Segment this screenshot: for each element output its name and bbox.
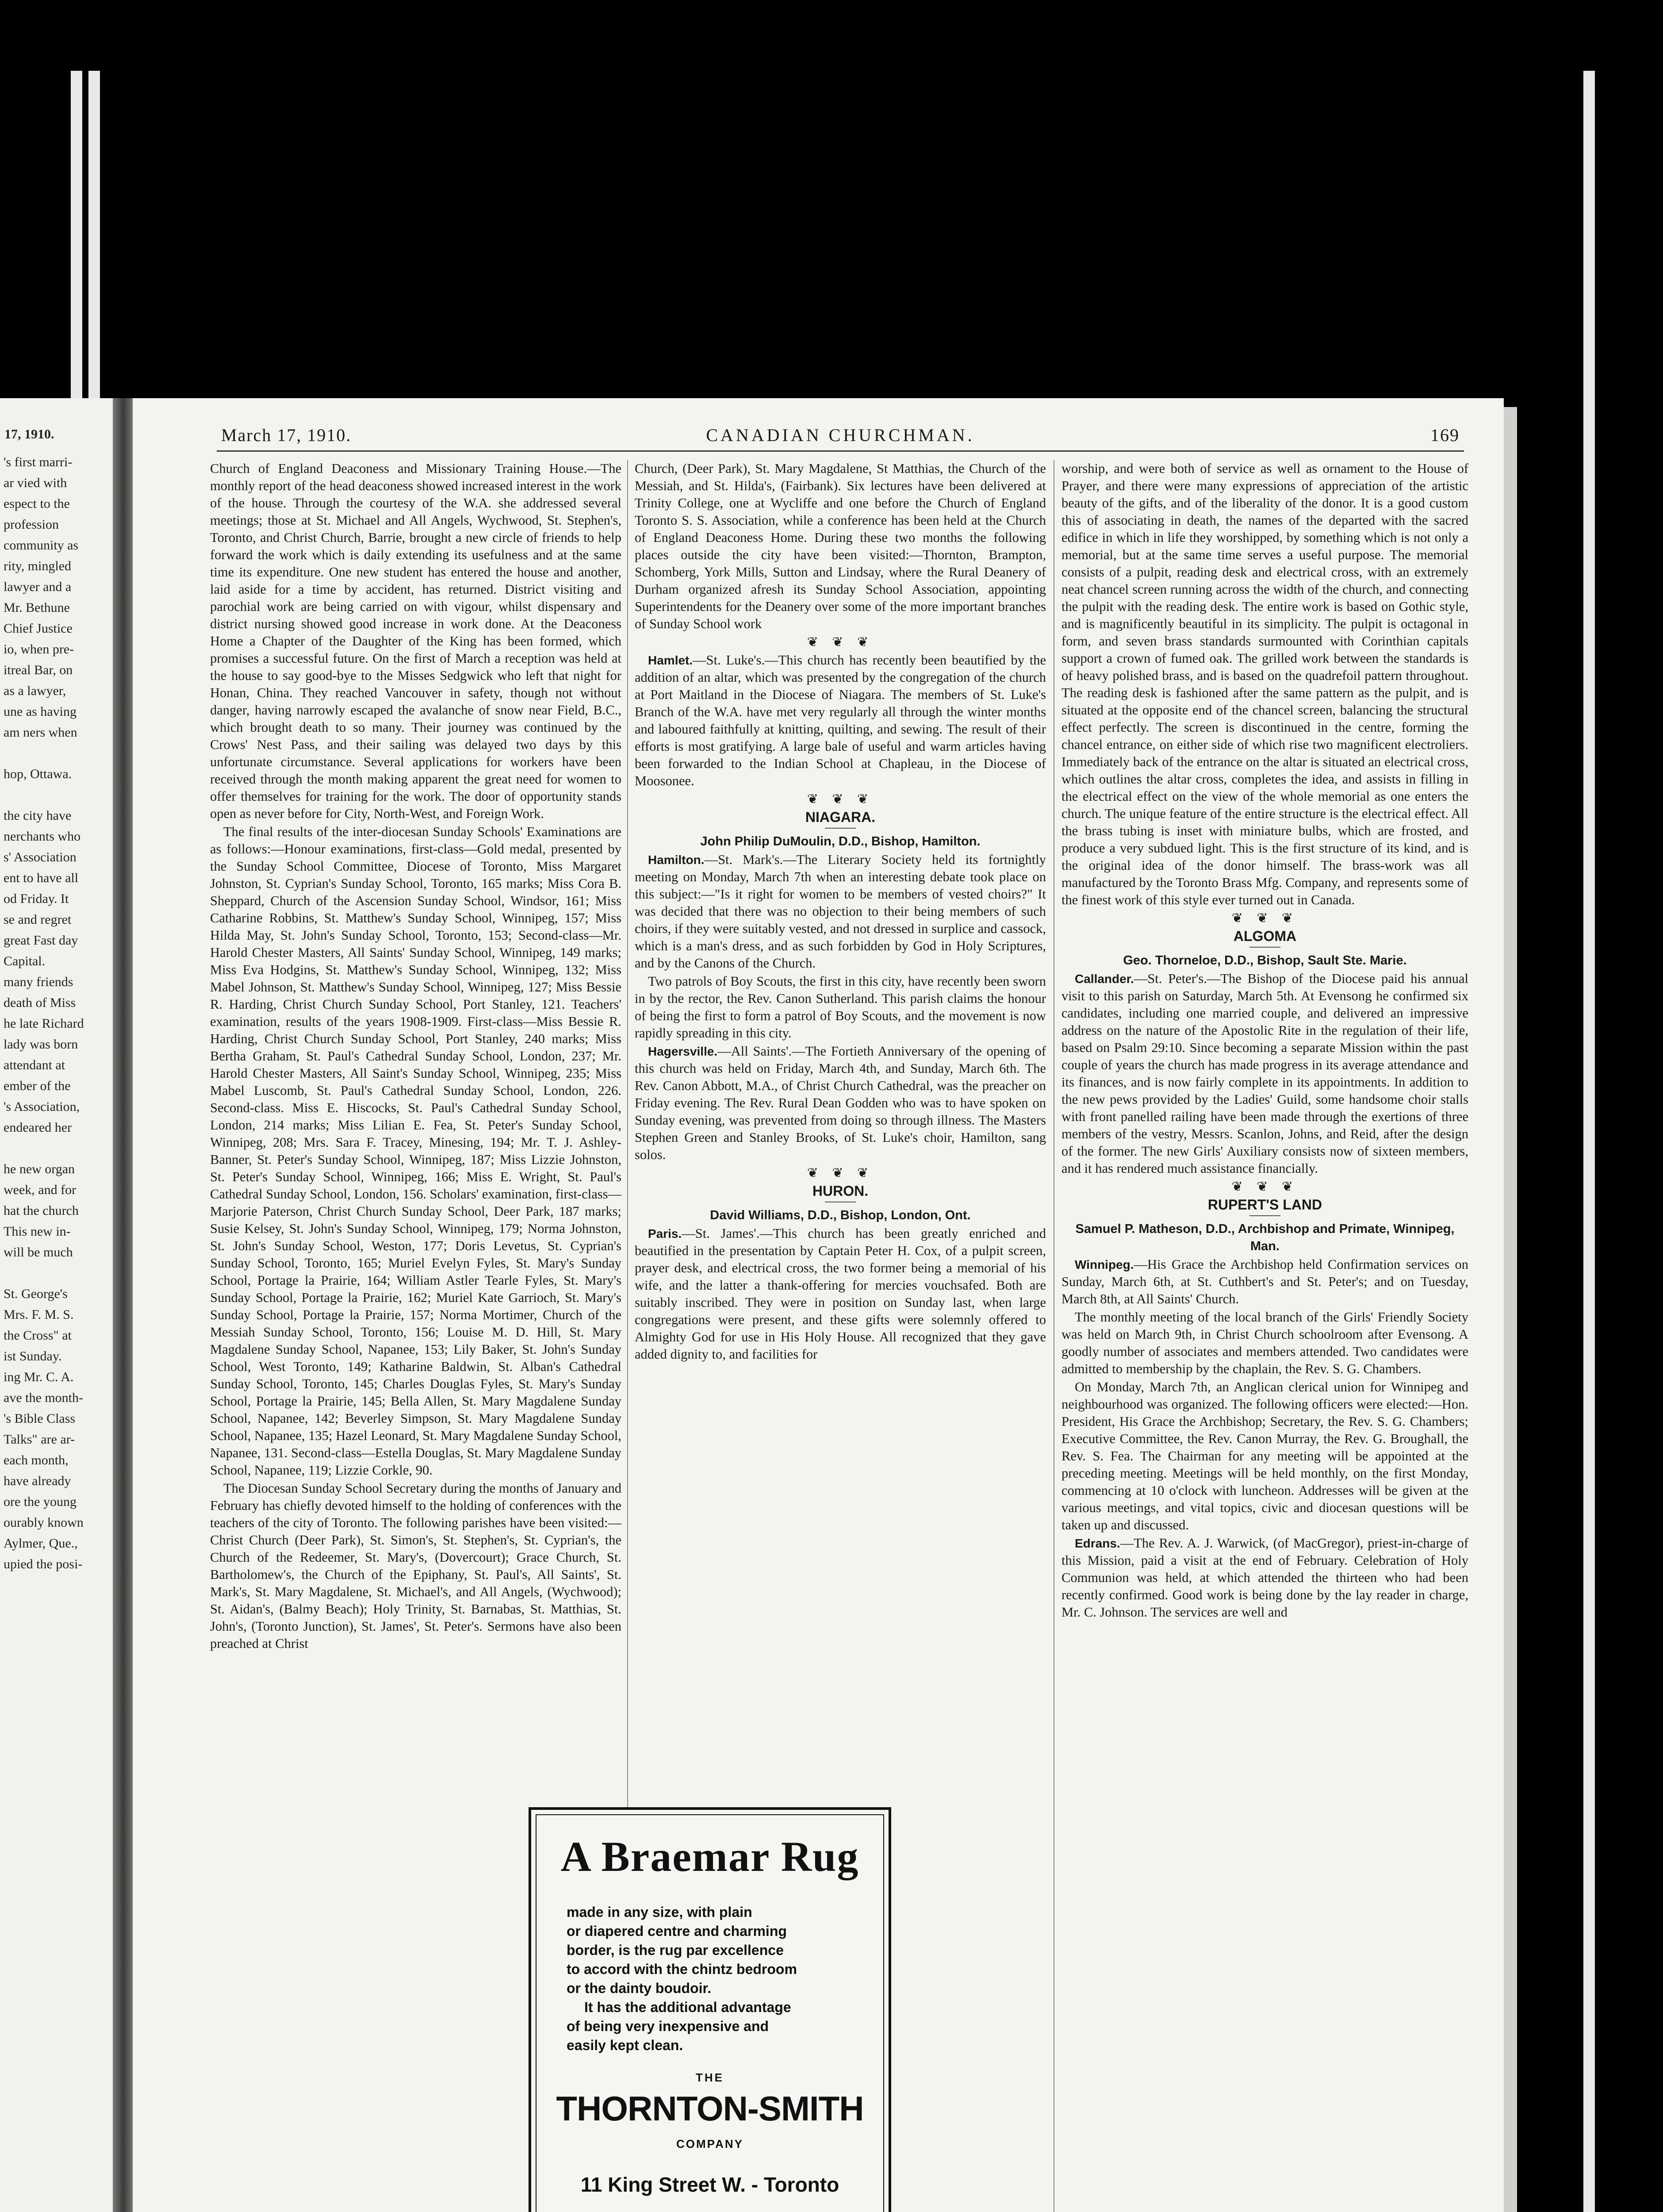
previous-page-line: Mrs. F. M. S. bbox=[4, 1307, 74, 1322]
previous-page-line: profession bbox=[4, 517, 59, 532]
place-lead: Callander. bbox=[1075, 972, 1134, 986]
previous-page-line bbox=[4, 744, 114, 763]
previous-page-line: itreal Bar, on bbox=[4, 663, 73, 677]
ad-body-line: made in any size, with plain bbox=[567, 1904, 752, 1920]
ornament: ❦ ❦ ❦ bbox=[807, 792, 874, 806]
ad-body-line: or the dainty boudoir. bbox=[567, 1980, 712, 1996]
previous-page-line: week, and for bbox=[4, 1183, 77, 1197]
place-lead: Hagersville. bbox=[648, 1045, 718, 1058]
ad-body-line: easily kept clean. bbox=[567, 2037, 683, 2053]
previous-page-line: death of Miss bbox=[4, 995, 76, 1010]
previous-page-line: s' Association bbox=[4, 850, 77, 864]
previous-page-line: lawyer and a bbox=[4, 580, 72, 594]
ad-body-line: It has the additional advantage bbox=[584, 1999, 791, 2015]
diocese-heading: HURON. bbox=[812, 1183, 869, 1199]
page-gutter bbox=[113, 398, 134, 2212]
ad-company-label: COMPANY bbox=[676, 2137, 743, 2151]
short-rule bbox=[825, 828, 856, 829]
previous-page-line: endeared her bbox=[4, 1120, 72, 1135]
previous-page-line: hop, Ottawa. bbox=[4, 767, 72, 781]
bishop-line: Geo. Thorneloe, D.D., Bishop, Sault Ste. Marie. bbox=[1123, 953, 1407, 968]
bishop-line: Samuel P. Matheson, D.D., Archbishop and Primate, Winnipeg, Man. bbox=[1075, 1222, 1455, 1253]
bishop-line: David Williams, D.D., Bishop, London, Ont. bbox=[710, 1208, 971, 1222]
previous-page-line bbox=[4, 785, 114, 804]
previous-page-line: io, when pre- bbox=[4, 642, 74, 657]
publication-title: CANADIAN CHURCHMAN. bbox=[706, 425, 975, 445]
running-head bbox=[221, 425, 1460, 451]
previous-page-line: he late Richard bbox=[4, 1016, 84, 1031]
previous-page-line: se and regret bbox=[4, 912, 72, 927]
previous-page-line: Mr. Bethune bbox=[4, 600, 70, 615]
article-paragraph: On Monday, March 7th, an Anglican clerical union for Winnipeg and neighbourhood was organized. The following officers were elected:—Hon. President, His Grace the Archbishop; Secretary, the Rev. S. G. Chambers; Executive Committee, the Rev. Canon Murray, the Rev. G. Broughall, the Rev. S. Fea. The Chairman for any meeting will be appointed at the preceding meeting. Meetings will be held monthly, on the first Monday, commencing at 10 o'clock with luncheon. Addresses will be given at the various meetings, and vital topics, civic and diocesan questions will be taken up and discussed. bbox=[1061, 1379, 1468, 1532]
previous-page-line: rity, mingled bbox=[4, 559, 72, 573]
page-edge bbox=[1504, 407, 1517, 2212]
previous-page-line: Aylmer, Que., bbox=[4, 1536, 78, 1551]
previous-page-line: great Fast day bbox=[4, 933, 78, 948]
article-paragraph: Callander.—St. Peter's.—The Bishop of the Diocese paid his annual visit to this parish on Saturday, March 5th. At Evensong he confirmed six candidates, including one married couple, and delivered an impressive address on the nature of the Apostolic Rite in the regulation of their life, based on Psalm 29:10. Since becoming a separate Mission within the past couple of years the church has made progress in its average attendance and its finances, and is now fairly complete in its appointments. In addition to the new pews provided by the Ladies' Guild, some handsome choir stalls with front panelled railing have been made through the exertions of three members of the vestry, Messrs. Scanlon, Johns, and Reid, after the design of the former. The new Girls' Auxiliary consists now of sixteen members, and it has rendered much assistance financially. bbox=[1061, 971, 1468, 1176]
previous-page-line: hat the church bbox=[4, 1203, 79, 1218]
previous-page-line: ist Sunday. bbox=[4, 1349, 62, 1363]
previous-page-line: many friends bbox=[4, 975, 73, 989]
previous-page-line: This new in- bbox=[4, 1224, 71, 1239]
previous-page-line: 's first marri- bbox=[4, 455, 73, 469]
ad-title: A Braemar Rug bbox=[560, 1833, 859, 1880]
previous-page-line: have already bbox=[4, 1474, 71, 1488]
braemar-rug-advertisement bbox=[529, 1807, 891, 2212]
place-lead: Hamlet. bbox=[648, 653, 693, 667]
ad-body-line: border, is the rug par excellence bbox=[567, 1942, 784, 1958]
column-2 bbox=[635, 460, 1046, 1364]
article-paragraph: The monthly meeting of the local branch of the Girls' Friendly Society was held on March 9th, in Christ Church schoolroom after Evensong. A goodly number of associates and members attended. Two candidates were admitted to membership by the chaplain, the Rev. S. G. Chambers. bbox=[1061, 1310, 1468, 1376]
article-paragraph: Hagersville.—All Saints'.—The Fortieth Anniversary of the opening of this church was held on Friday, March 4th, and Sunday, March 6th. The Rev. Canon Abbott, M.A., of Christ Church Cathedral, was the preacher on Friday evening. The Rev. Rural Dean Godden who was to have spoken on Sunday evening, was prevented from doing so through illness. The Masters Stephen Green and Stanley Brooks, of St. Luke's choir, Hamilton, sang solos. bbox=[635, 1044, 1046, 1162]
place-lead: Winnipeg. bbox=[1075, 1258, 1134, 1271]
article-paragraph: Paris.—St. James'.—This church has been greatly enriched and beautified in the presentation by Captain Peter H. Cox, of a pulpit screen, prayer desk, and electrical cross, the two former being a memorial of his wife, and the latter a thank-offering for mercies vouchsafed. Both are suitably inscribed. They were in position on Sunday last, when large congregations were present, and these gifts were solemnly offered to Almighty God for use in His Holy House. All recognized that they gave added dignity to, and facilities for bbox=[635, 1226, 1046, 1362]
short-rule bbox=[1249, 947, 1280, 948]
diocese-heading: NIAGARA. bbox=[805, 809, 876, 825]
place-lead: Paris. bbox=[648, 1227, 682, 1240]
previous-page-line bbox=[4, 1139, 114, 1158]
article-paragraph: Two patrols of Boy Scouts, the first in this city, have recently been sworn in by the rector, the Rev. Canon Sutherland. This parish claims the honour of being the first to form a patrol of Boy Scouts, and the movement is now rapidly spreading in this city. bbox=[635, 974, 1046, 1041]
page-number: 169 bbox=[1430, 425, 1460, 445]
previous-page-line bbox=[4, 1263, 114, 1283]
diocese-heading: ALGOMA bbox=[1233, 928, 1297, 944]
column-1 bbox=[210, 460, 621, 1653]
film-sprocket-bar bbox=[1583, 71, 1595, 2212]
previous-page-line: 's Bible Class bbox=[4, 1411, 76, 1426]
article-paragraph: worship, and were both of service as well as ornament to the House of Prayer, and there were many expressions of appreciation of the artistic beauty of the gifts, and of the liberality of the donor. It is a good custom this of associating in death, the names of the departed with the sacred edifice in which in life they worshipped, by something which is not only a memorial, but at the same time serves a useful purpose. The memorial consists of a pulpit, reading desk and electrical cross, with an extremely neat chancel screen running across the width of the church, and connecting the pulpit with the reading desk. The entire work is based on Gothic style, and is magnificently beautiful in its simplicity. The pulpit is octagonal in form, and seven brass standards surmounted with Corinthian capitals support a crown of fumed oak. The grilled work between the standards is of heavy polished brass, and is based on the quadrefoil pattern throughout. The reading desk is fashioned after the same pattern as the pulpit, and is situated at the opposite end of the chancel screen, balancing the structural effect perfectly. The screen is discontinued in the centre, forming the chancel entrance, on either side of which rise two magnificent electroliers. Immediately back of the entrance on the altar is situated an electrical cross, which outlines the altar cross, completes the idea, and assists in filling in the electrical effect on the view of the whole memorial as one enters the church. The unique feature of the entire structure is the electrical effect. All the brass tubing is inset with miniature bulbs, which are frosted, and produce a very subdued light. This is the first structure of its kind, and is the original idea of the donor himself. The brass-work was all manufactured by the Toronto Brass Mfg. Company, and represents some of the finest work of this style ever turned out in Canada. bbox=[1061, 461, 1468, 907]
head-rule bbox=[217, 450, 1464, 452]
place-lead: Hamilton. bbox=[648, 853, 705, 867]
ad-body bbox=[567, 1903, 850, 2055]
previous-page-line: he new organ bbox=[4, 1162, 75, 1176]
previous-page-line: the Cross" at bbox=[4, 1328, 72, 1343]
issue-date: March 17, 1910. bbox=[221, 425, 352, 445]
previous-page-line: upied the posi- bbox=[4, 1557, 83, 1571]
previous-page-line: Capital. bbox=[4, 954, 46, 968]
diocese-heading: RUPERT'S LAND bbox=[1207, 1197, 1322, 1213]
ornament: ❦ ❦ ❦ bbox=[1231, 911, 1299, 926]
ornament: ❦ ❦ ❦ bbox=[807, 635, 874, 649]
previous-page-line: St. George's bbox=[4, 1286, 68, 1301]
article-paragraph: Hamilton.—St. Mark's.—The Literary Society held its fortnightly meeting on Monday, March 7th when an interesting debate took place on this subject:—"Is it right for women to be members of vested choirs?" It was decided that there was no objection to their being members of such choirs, if they were suitably vested, and not dressed in surplice and cassock, which is a man's dress, and as such forbidden by God in Holy Scriptures, and by the Canons of the Church. bbox=[635, 852, 1046, 971]
place-lead: Edrans. bbox=[1075, 1536, 1120, 1550]
previous-page-line: ave the month- bbox=[4, 1390, 83, 1405]
article-paragraph: The final results of the inter-diocesan Sunday Schools' Examinations are as follows:—Honour examinations, first-class—Gold medal, presented by the Sunday School Committee, Diocese of Toronto, Miss Margaret Johnston, St. Cyprian's Sunday School, Toronto, 165 marks; Miss Cora B. Sheppard, Church of the Ascension Sunday School, Windsor, 161; Miss Catharine Robbins, St. Matthew's Sunday School, Winnipeg, 157; Miss Hilda May, St. John's Sunday School, Toronto, 153; Second-class—Mr. Harold Chester Masters, All Saints' Sunday School, Winnipeg, 149 marks; Miss Eva Hodgins, St. Matthew's Sunday School, Winnipeg, 132; Miss Mabel Johnson, St. Matthew's Sunday School, Winnipeg, 127; Miss Bessie R. Harding, Christ Church Sunday School, Port Stanley, 121. Teachers' examination, results of the years 1908-1909. First-class—Miss Bessie R. Harding, Christ Church Sunday School, Port Stanley, 240 marks; Miss Bertha Graham, St. Paul's Cathedral Sunday School, London, 237; Mr. Harold Chester Masters, All Saint's Sunday School, Winnipeg, 235; Miss Mabel Luscomb, St. Paul's Cathedral Sunday School, London, 226. Second-class. Miss E. Hiscocks, St. Paul's Cathedral Sunday School, London, 214 marks; Miss Lilian E. Fea, St. Peter's Sunday School, Winnipeg, 208; Mrs. Sara F. Tracey, Minesing, 194; Mr. T. J. Ashley-Banner, St. Peter's Sunday School, Winnipeg, 187; Miss Lizzie Johnston, St. Peter's Sunday School, Winnipeg, 166; Miss E. Wright, St. Paul's Cathedral Sunday School, London, 156. Scholars' examination, first-class—Marjorie Paterson, Christ Church Sunday School, Deer Park, 187 marks; Susie Kelsey, St. John's Sunday School, Winnipeg, 179; Norma Johnston, St. John's Sunday School, Weston, 177; Doris Levetus, St. Cyprian's Sunday School, Toronto, 165; Muriel Evelyn Fyles, St. Mary's Sunday School, Portage la Prairie, 164; William Astler Tearle Fyles, St. Mary's Sunday School, Portage la Prairie, 162; Muriel Kate Garrioch, St. Mary's Sunday School, Portage la Prairie, 157; Norma Mortimer, Church of the Messiah Sunday School, Toronto, 156; Louise M. D. Hill, St. Mary Magdalene Sunday School, Napanee, 153; Lily Baker, St. John's Sunday School, West Toronto, 149; Katharine Baldwin, St. Alban's Cathedral Sunday School, Toronto, 145; Charles Douglas Fyles, St. Mary's Sunday School, Portage la Prairie, 145; Bella Allen, St. Mary Magdalene Sunday School, Napanee, 142; Beverley Simpson, St. Mary Magdalene Sunday School, Napanee, 135; Hazel Leonard, St. Mary Magdalene Sunday School, Napanee, 131. Second-class—Estella Douglas, St. Mary Magdalene Sunday School, Napanee, 119; Lizzie Corkle, 90. bbox=[210, 824, 621, 1478]
previous-page-line: ent to have all bbox=[4, 871, 79, 885]
previous-page-line: attendant at bbox=[4, 1058, 65, 1072]
ad-the: THE bbox=[696, 2071, 724, 2084]
previous-page-line: community as bbox=[4, 538, 79, 553]
article-paragraph: Winnipeg.—His Grace the Archbishop held Confirmation services on Sunday, March 6th, at St. Cuthbert's and St. Peter's; and on Tuesday, March 8th, at All Saints' Church. bbox=[1061, 1257, 1468, 1306]
previous-page-line: ourably known bbox=[4, 1515, 84, 1530]
previous-page-line: will be much bbox=[4, 1245, 73, 1260]
previous-page-line: espect to the bbox=[4, 496, 70, 511]
ad-address: 11 King Street W. - Toronto bbox=[580, 2173, 839, 2196]
article-paragraph: The Diocesan Sunday School Secretary during the months of January and February has chiefly devoted himself to the holding of conferences with the teachers of the city of Toronto. The following parishes have been visited:—Christ Church (Deer Park), St. Simon's, St. Stephen's, St. Cyprian's, the Church of the Redeemer, St. Mary's, (Dovercourt); Grace Church, St. Bartholomew's, the Church of the Epiphany, St. Paul's, All Saints', St. Mark's, St. Mary Magdalene, St. Michael's, and All Angels, (Wychwood); St. Aidan's, (Balmy Beach); Holy Trinity, St. Barnabas, St. Matthias, St. John's, (Toronto Junction), St. James', St. Peter's. Sermons have also been preached at Christ bbox=[210, 1481, 621, 1651]
previous-page-column bbox=[0, 448, 117, 1580]
previous-page-date: 17, 1910. bbox=[4, 427, 54, 442]
previous-page-line: lady was born bbox=[4, 1037, 78, 1052]
article-paragraph: Hamlet.—St. Luke's.—This church has recently been beautified by the addition of an altar, which was presented by the congregation of the church at Port Maitland in the Diocese of Niagara. The members of St. Luke's Branch of the W.A. have met very regularly all through the winter months and laboured faithfully at knitting, quilting, and sewing. The result of their efforts is most gratifying. A large bale of useful and warm articles having been forwarded to the Indian School at Chapleau, in the Diocese of Moosonee. bbox=[635, 653, 1046, 788]
previous-page-line: ore the young bbox=[4, 1494, 77, 1509]
short-rule bbox=[1249, 1215, 1280, 1216]
previous-page-line: ing Mr. C. A. bbox=[4, 1370, 74, 1384]
column-3 bbox=[1061, 460, 1468, 1622]
ad-body-line: to accord with the chintz bedroom bbox=[567, 1961, 797, 1977]
previous-page-line: ember of the bbox=[4, 1079, 71, 1093]
ad-body-line: or diapered centre and charming bbox=[567, 1923, 787, 1939]
previous-page-line: am ners when bbox=[4, 725, 77, 740]
ad-company-name: THORNTON-SMITH bbox=[556, 2089, 864, 2128]
previous-page-line: Chief Justice bbox=[4, 621, 73, 636]
article-paragraph: Edrans.—The Rev. A. J. Warwick, (of MacGregor), priest-in-charge of this Mission, paid a visit at the end of February. Celebration of Holy Communion was held, at which attended the thirteen who had been recently confirmed. Good work is being done by the lay reader in charge, Mr. C. Johnson. The services are well and bbox=[1061, 1536, 1468, 1620]
ornament: ❦ ❦ ❦ bbox=[807, 1166, 874, 1180]
previous-page-line: the city have bbox=[4, 808, 72, 823]
previous-page-line: une as having bbox=[4, 704, 77, 719]
previous-page-line: as a lawyer, bbox=[4, 684, 66, 698]
previous-page-line: od Friday. It bbox=[4, 891, 69, 906]
ad-body-line: of being very inexpensive and bbox=[567, 2018, 769, 2034]
previous-page-fragment bbox=[0, 398, 117, 2212]
previous-page-line: 's Association, bbox=[4, 1099, 80, 1114]
previous-page-line: nerchants who bbox=[4, 829, 81, 844]
previous-page-line: each month, bbox=[4, 1453, 69, 1467]
previous-page-line: Talks" are ar- bbox=[4, 1432, 75, 1447]
bishop-line: John Philip DuMoulin, D.D., Bishop, Hamilton. bbox=[700, 834, 981, 849]
article-paragraph: Church of England Deaconess and Missionary Training House.—The monthly report of the head deaconess showed increased interest in the work of the house. Through the courtesy of the W.A. she addressed several meetings; those at St. Michael and All Angels, Wychwood, St. Stephen's, Toronto, and Christ Church, Barrie, brought a new circle of friends to help forward the work which is daily extending its usefulness and at the same time its expenditure. One new student has entered the house and another, laid aside for a time by accident, has returned. District visiting and parochial work are being carried on with vigour, whilst dispensary and district nursing showed good increase in work done. At the Deaconess Home a Chapter of the Daughter of the King has been formed, which promises a successful future. On the first of March a reception was held at the house to say good-bye to the Misses Sedgwick who left that night for Honan, China. They reached Vancouver in safety, though not without danger, having narrowly escaped the avalanche of snow near Field, B.C., which brought death to so many. Their journey was continued by the Crows' Nest Pass, and their sailing was delayed two days by this unfortunate circumstance. Several applications for workers have been received through the month making apparent the great need for women to offer themselves for training for the work. The door of opportunity stands open as never before for City, North-West, and Foreign Work. bbox=[210, 461, 621, 821]
ornament: ❦ ❦ ❦ bbox=[1231, 1179, 1299, 1194]
article-paragraph: Church, (Deer Park), St. Mary Magdalene, St Matthias, the Church of the Messiah, and St. Hilda's, (Fairbank). Six lectures have been delivered at Trinity College, one at Wycliffe and one before the Church of England Toronto S. S. Association, while a conference has been held at the Church of England Deaconess Home. During these two months the following places outside the city have been visited:—Thornton, Brampton, Schomberg, York Mills, Sutton and Lindsay, where the Rural Deanery of Durham organized afresh its Sunday School Association, appointing Superintendents for the Deanery over some of the more important branches of Sunday School work bbox=[635, 461, 1046, 631]
previous-page-line: ar vied with bbox=[4, 476, 67, 490]
